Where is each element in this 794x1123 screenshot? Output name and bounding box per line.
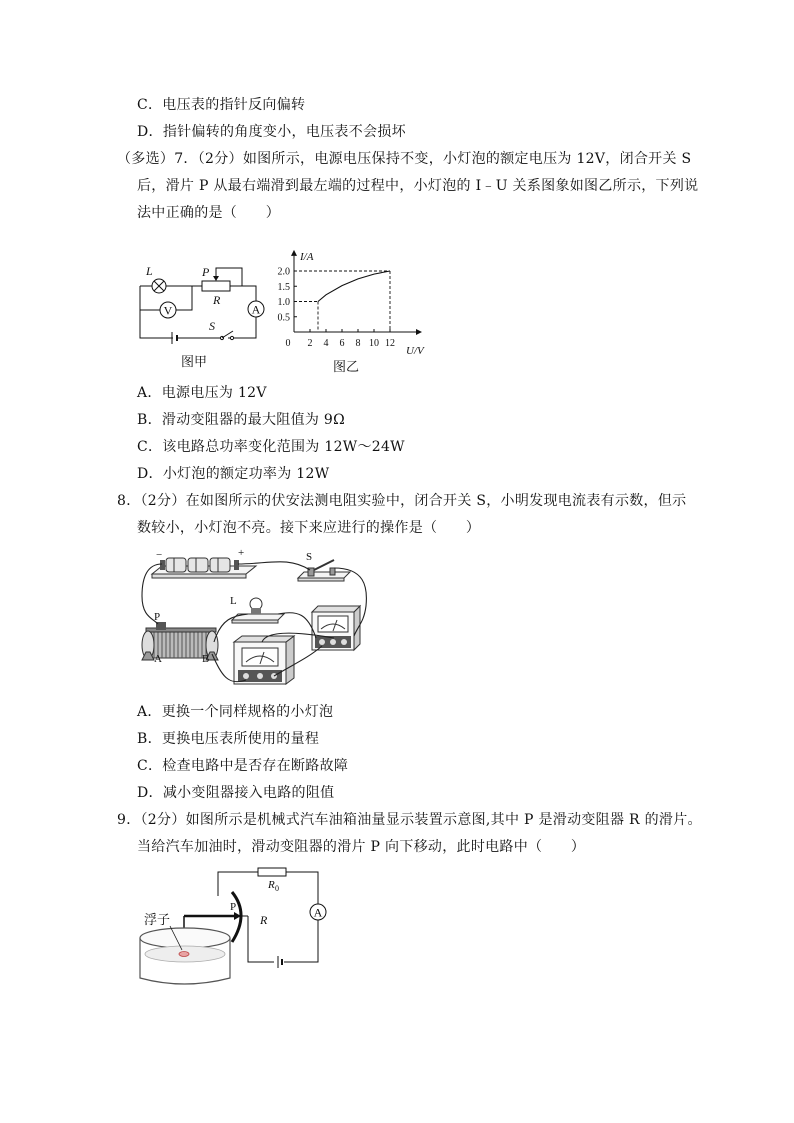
q7-option-b: B．滑动变阻器的最大阻值为 9Ω [137, 412, 346, 428]
q8-stem-line1: 8．（2分）在如图所示的伏安法测电阻实验中，闭合开关 S，小明发现电流表有示数，但示 [117, 493, 687, 509]
x-axis-arrow [416, 329, 422, 335]
terminal-b-label: B [202, 653, 210, 665]
float-ball [179, 952, 189, 957]
q8-apparatus-figure [138, 546, 374, 694]
y-axis-label: I/A [300, 250, 314, 263]
q8-option-b: B．更换电压表所使用的量程 [137, 731, 320, 747]
origin-label: 0 [285, 338, 291, 349]
y-tick-label: 2.0 [277, 266, 290, 278]
q9-stem-line2: 当给汽车加油时，滑动变阻器的滑片 P 向下移动，此时电路中（ ） [137, 839, 586, 855]
q7-circuit-figure [132, 258, 277, 350]
x-tick-label: 2 [307, 338, 313, 349]
fuel-tank [140, 928, 230, 984]
lamp-label: L [230, 595, 237, 607]
slider-label: P [202, 265, 210, 279]
q7-iu-graph [272, 228, 442, 356]
slider-label: P [230, 901, 237, 913]
q7-figure-jia-caption: 图甲 [181, 355, 208, 370]
battery-cells [160, 558, 239, 572]
x-axis-label: U/V [406, 345, 424, 356]
meter-back [312, 606, 360, 650]
switch-label: S [306, 551, 313, 563]
q7-option-d: D．小灯泡的额定功率为 12W [137, 466, 330, 482]
ammeter-label: A [313, 905, 323, 920]
q9-fuel-gauge-figure [134, 866, 330, 990]
q8-option-a: A．更换一个同样规格的小灯泡 [137, 704, 334, 720]
q7-option-c: C．该电路总功率变化范围为 12W～24W [137, 439, 405, 455]
q8-stem-line2: 数较小，小灯泡不亮。接下来应进行的操作是（ ） [137, 520, 481, 536]
x-tick-label: 12 [385, 338, 395, 349]
x-tick-label: 6 [339, 338, 345, 349]
battery-plus-label: + [238, 547, 245, 559]
voltmeter-label: V [163, 303, 173, 318]
slider-label: P [154, 611, 161, 623]
q6-option-d: D．指针偏转的角度变小，电压表不会损坏 [137, 124, 406, 140]
q7-option-a: A．电源电压为 12V [137, 385, 267, 401]
meter-front [234, 636, 294, 684]
q7-stem-line3: 法中正确的是（ ） [137, 205, 280, 221]
q8-option-d: D．减小变阻器接入电路的阻值 [137, 785, 335, 801]
r0-resistor [258, 868, 286, 876]
switch-label: S [209, 319, 215, 333]
y-axis-arrow [291, 250, 297, 256]
ammeter-label: A [251, 302, 261, 317]
float-label: 浮子 [144, 912, 171, 927]
rheostat-symbol [202, 281, 230, 291]
q8-option-c: C．检查电路中是否存在断路故障 [137, 758, 349, 774]
r0-label: R [268, 879, 275, 891]
y-tick-label: 1.0 [277, 297, 290, 308]
q7-stem-line2: 后，滑片 P 从最右端滑到最左端的过程中，小灯泡的 I﹣U 关系图象如图乙所示，下列说 [137, 178, 699, 194]
battery-minus-label: − [156, 549, 163, 561]
x-tick-label: 10 [369, 338, 379, 349]
q6-option-c: C．电压表的指针反向偏转 [137, 97, 306, 113]
iu-curve [318, 271, 390, 302]
q7-figure-yi-caption: 图乙 [333, 360, 360, 375]
q9-stem-line1: 9．（2分）如图所示是机械式汽车油箱油量显示装置示意图,其中 P 是滑动变阻器 R 的滑片。 [117, 812, 702, 828]
q7-stem-line1: （多选）7．（2分）如图所示，电源电压保持不变，小灯泡的额定电压为 12V，闭合开关 S [117, 151, 692, 167]
r0-subscript: 0 [275, 884, 279, 893]
x-tick-label: 8 [355, 338, 361, 349]
lamp-label: L [146, 264, 153, 278]
rheostat-label: R [213, 293, 221, 307]
x-tick-label: 4 [323, 338, 329, 349]
terminal-a-label: A [154, 653, 162, 665]
y-tick-label: 1.5 [277, 281, 290, 293]
y-tick-label: 0.5 [277, 312, 290, 324]
resistor-r-label: R [260, 913, 268, 927]
